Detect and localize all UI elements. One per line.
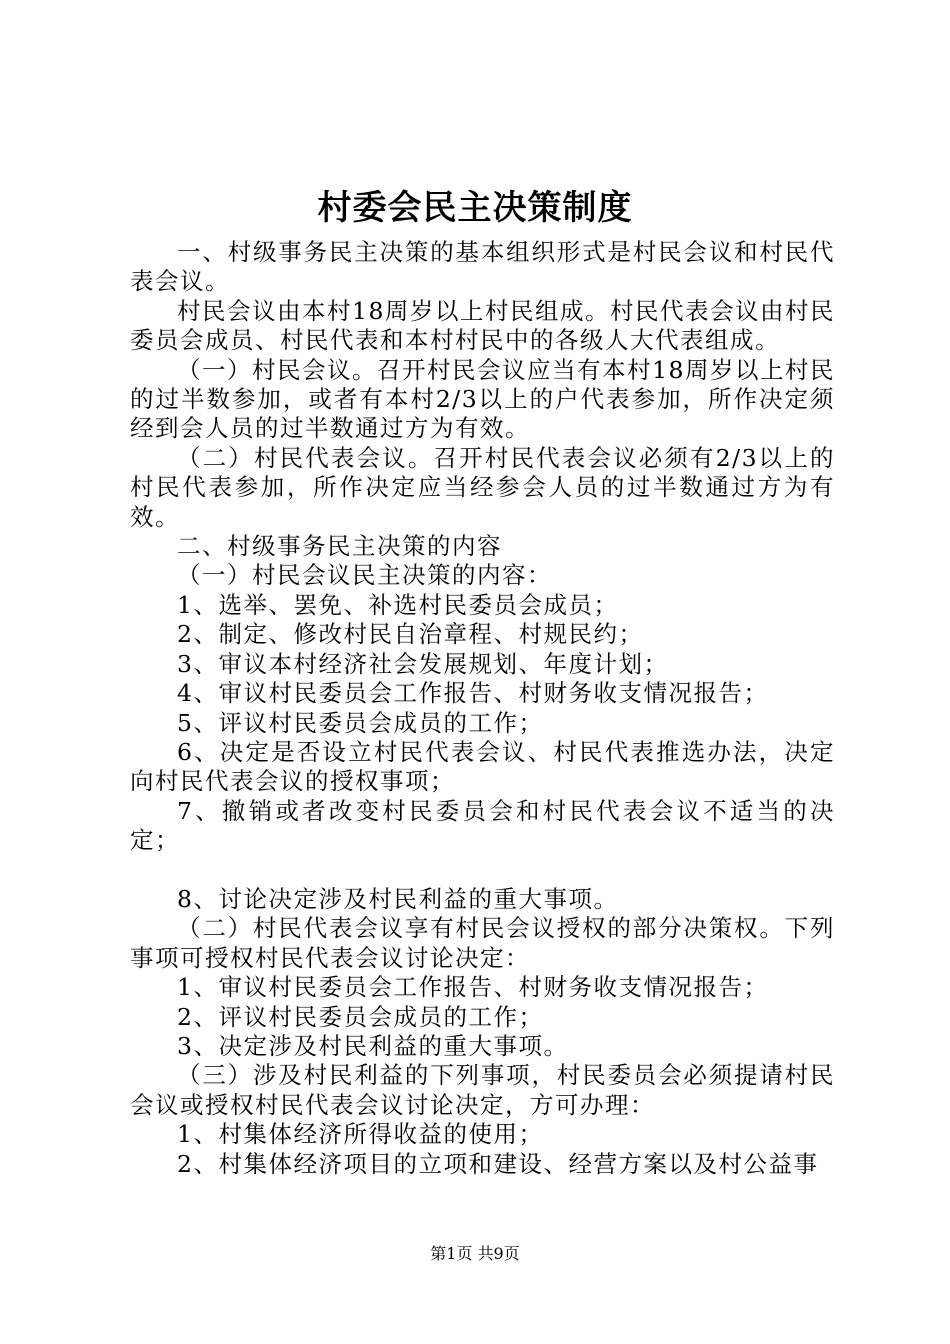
paragraph: （一）村民会议民主决策的内容： bbox=[177, 561, 552, 590]
paragraph: 4、审议村民委员会工作报告、村财务收支情况报告； bbox=[177, 679, 769, 708]
paragraph: 5、评议村民委员会成员的工作； bbox=[177, 708, 544, 737]
paragraph: 2、制定、修改村民自治章程、村规民约； bbox=[177, 620, 644, 649]
paragraph: 2、村集体经济项目的立项和建设、经营方案以及村公益事 bbox=[177, 1149, 819, 1178]
page-footer: 第1页 共9页 bbox=[430, 1244, 520, 1263]
paragraph: 二、村级事务民主决策的内容 bbox=[177, 532, 502, 561]
paragraph: 3、审议本村经济社会发展规划、年度计划； bbox=[177, 649, 669, 678]
paragraph: （二）村民代表会议享有村民会议授权的部分决策权。下列事项可授权村民代表会议讨论决定： bbox=[130, 914, 835, 972]
paragraph: 8、讨论决定涉及村民利益的重大事项。 bbox=[177, 884, 619, 913]
paragraph: 3、决定涉及村民利益的重大事项。 bbox=[177, 1031, 569, 1060]
paragraph: （三）涉及村民利益的下列事项，村民委员会必须提请村民会议或授权村民代表会议讨论决定，方可办理： bbox=[130, 1061, 835, 1119]
paragraph: （二）村民代表会议。召开村民代表会议必须有2/3以上的村民代表参加，所作决定应当经参会人员的过半数通过方为有效。 bbox=[130, 443, 835, 531]
paragraph: 7、撤销或者改变村民委员会和村民代表会议不适当的决定； bbox=[130, 796, 835, 855]
paragraph: 1、村集体经济所得收益的使用； bbox=[177, 1120, 544, 1149]
document-title: 村委会民主决策制度 bbox=[317, 188, 633, 228]
paragraph: （一）村民会议。召开村民会议应当有本村18周岁以上村民的过半数参加，或者有本村2/3以上的户代表参加，所作决定须经到会人员的过半数通过方为有效。 bbox=[130, 355, 835, 443]
paragraph: 村民会议由本村18周岁以上村民组成。村民代表会议由村民委员会成员、村民代表和本村村民中的各级人大代表组成。 bbox=[130, 296, 835, 355]
paragraph: 2、评议村民委员会成员的工作； bbox=[177, 1002, 544, 1031]
paragraph: 1、选举、罢免、补选村民委员会成员； bbox=[177, 590, 619, 619]
paragraph: 6、决定是否设立村民代表会议、村民代表推选办法，决定向村民代表会议的授权事项； bbox=[130, 737, 835, 796]
document-body bbox=[130, 238, 835, 1179]
paragraph: 一、村级事务民主决策的基本组织形式是村民会议和村民代表会议。 bbox=[130, 238, 835, 296]
paragraph: 1、审议村民委员会工作报告、村财务收支情况报告； bbox=[177, 973, 769, 1002]
blank-line bbox=[130, 856, 835, 885]
